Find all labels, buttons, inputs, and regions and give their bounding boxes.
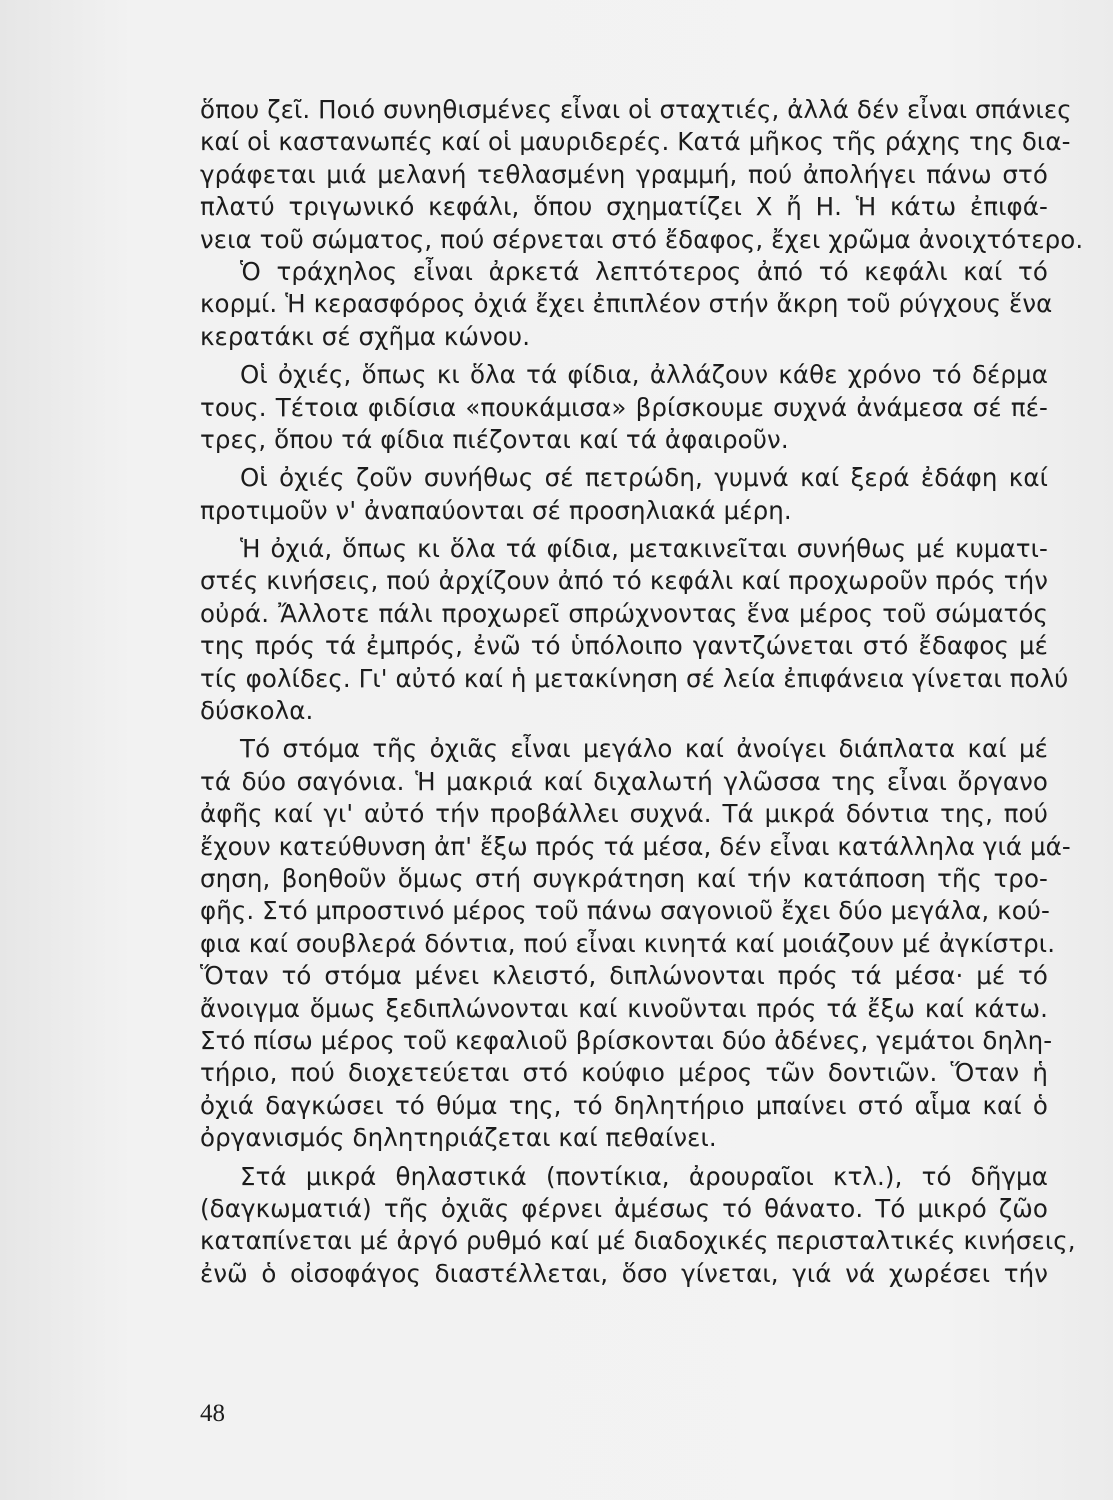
text-line: ὀργανισμός δηλητηριάζεται καί πεθαίνει. (200, 1123, 717, 1153)
text-line: ἔχουν κατεύθυνση ἀπ' ἔξω πρός τά μέσα, δέν εἶναι κατάλληλα γιά μά- (200, 831, 1071, 861)
text-line: (δαγκωματιά) τῆς ὀχιᾶς φέρνει ἀμέσως τό θάνατο. Τό μικρό ζῶο (200, 1193, 1048, 1223)
text-line: ὀχιά δαγκώσει τό θύμα της, τό δηλητήριο μπαίνει στό αἷμα καί ὁ (200, 1090, 1048, 1120)
text-line: κορμί. Ἡ κερασφόρος ὀχιά ἔχει ἐπιπλέον στήν ἄκρη τοῦ ρύγχους ἕνα (200, 289, 1053, 319)
text-line: φῆς. Στό μπροστινό μέρος τοῦ πάνω σαγονιοῦ ἔχει δύο μεγάλα, κού- (200, 896, 1050, 926)
text-line: τους. Τέτοια φιδίσια «πουκάμισα» βρίσκουμε συχνά ἀνάμεσα σέ πέ- (200, 392, 1048, 422)
text-line: Τό στόμα τῆς ὀχιᾶς εἶναι μεγάλο καί ἀνοίγει διάπλατα καί μέ (240, 734, 1048, 764)
text-line: νεια τοῦ σώματος, πού σέρνεται στό ἔδαφος, ἔχει χρῶμα ἀνοιχτότερο. (200, 224, 1084, 254)
text-line: ὅπου ζεῖ. Ποιό συνηθισμένες εἶναι οἱ σταχτιές, ἀλλά δέν εἶναι σπάνιες (200, 95, 1072, 124)
text-line: φια καί σουβλερά δόντια, πού εἶναι κινητά καί μοιάζουν μέ ἀγκίστρι. (200, 928, 1056, 958)
text-line: ἄνοιγμα ὅμως ξεδιπλώνονται καί κινοῦνται πρός τά ἔξω καί κάτω. (200, 993, 1048, 1023)
text-line: ἀφῆς καί γι' αὐτό τήν προβάλλει συχνά. Τά μικρά δόντια της, πού (200, 799, 1048, 829)
text-line: προτιμοῦν ν' ἀναπαύονται σέ προσηλιακά μέρη. (200, 495, 792, 525)
text-line: Ὅταν τό στόμα μένει κλειστό, διπλώνονται πρός τά μέσα· μέ τό (200, 961, 1048, 991)
text-line: τρες, ὅπου τά φίδια πιέζονται καί τά ἀφαιροῦν. (200, 424, 789, 454)
text-line: γράφεται μιά μελανή τεθλασμένη γραμμή, πού ἀπολήγει πάνω στό (200, 159, 1048, 189)
text-line: τίς φολίδες. Γι' αὐτό καί ἡ μετακίνηση σέ λεία ἐπιφάνεια γίνεται πολύ (200, 663, 1069, 693)
text-line: Ὁ τράχηλος εἶναι ἀρκετά λεπτότερος ἀπό τό κεφάλι καί τό (240, 256, 1048, 286)
text-line: τήριο, πού διοχετεύεται στό κούφιο μέρος τῶν δοντιῶν. Ὅταν ἡ (200, 1058, 1048, 1088)
text-line: Οἱ ὀχιές ζοῦν συνήθως σέ πετρώδη, γυμνά καί ξερά ἐδάφη καί (240, 463, 1048, 493)
text-line: Στά μικρά θηλαστικά (ποντίκια, ἀρουραῖοι κτλ.), τό δῆγμα (240, 1161, 1048, 1191)
text-line: κερατάκι σέ σχῆμα κώνου. (200, 321, 531, 351)
text-line: Στό πίσω μέρος τοῦ κεφαλιοῦ βρίσκονται δύο ἀδένες, γεμάτοι δηλη- (200, 1025, 1053, 1055)
text-line: ἐνῶ ὁ οἰσοφάγος διαστέλλεται, ὅσο γίνεται, γιά νά χωρέσει τήν (200, 1258, 1048, 1288)
text-line: Οἱ ὀχιές, ὅπως κι ὅλα τά φίδια, ἀλλάζουν κάθε χρόνο τό δέρμα (240, 360, 1048, 390)
text-line: δύσκολα. (200, 696, 314, 726)
text-line: οὐρά. Ἄλλοτε πάλι προχωρεῖ σπρώχνοντας ἕνα μέρος τοῦ σώματός (200, 598, 1048, 628)
text-line: καταπίνεται μέ ἀργό ρυθμό καί μέ διαδοχικές περισταλτικές κινήσεις, (200, 1226, 1076, 1256)
text-line: καί οἱ καστανωπές καί οἱ μαυριδερές. Κατά μῆκος τῆς ράχης της δια- (200, 127, 1071, 157)
text-line: σηση, βοηθοῦν ὅμως στή συγκράτηση καί τήν κατάποση τῆς τρο- (200, 863, 1048, 893)
body-text (200, 94, 1084, 1290)
text-line: πλατύ τριγωνικό κεφάλι, ὅπου σχηματίζει Χ ἤ Η. Ἡ κάτω ἐπιφά- (200, 192, 1048, 222)
text-line: στές κινήσεις, πού ἀρχίζουν ἀπό τό κεφάλι καί προχωροῦν πρός τήν (200, 566, 1048, 596)
page-number: 48 (200, 1400, 225, 1427)
text-line: Ἡ ὀχιά, ὅπως κι ὅλα τά φίδια, μετακινεῖται συνήθως μέ κυματι- (240, 534, 1048, 564)
text-line: τά δύο σαγόνια. Ἡ μακριά καί διχαλωτή γλῶσσα της εἶναι ὄργανο (200, 766, 1048, 796)
text-line: της πρός τά ἐμπρός, ἐνῶ τό ὑπόλοιπο γαντζώνεται στό ἔδαφος μέ (200, 631, 1048, 661)
